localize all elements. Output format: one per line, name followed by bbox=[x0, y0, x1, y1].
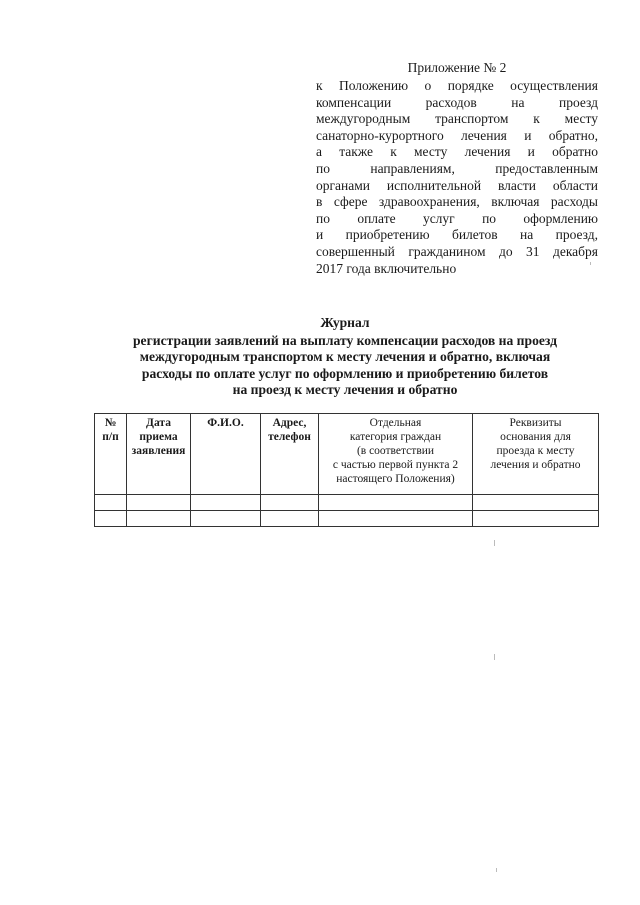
table-cell bbox=[319, 495, 473, 511]
appendix-line: органами исполнительной власти области bbox=[316, 177, 598, 193]
column-header-label: № п/п bbox=[102, 417, 119, 443]
appendix-line: в сфере здравоохранения, включая расходы bbox=[316, 194, 598, 210]
scan-speck bbox=[494, 654, 495, 660]
table-cell bbox=[319, 511, 473, 527]
appendix-line: к Положению о порядке осуществления bbox=[316, 78, 598, 93]
column-header-date bbox=[127, 414, 191, 495]
journal-subtitle-line: расходы по оплате услуг по оформлению и приобретению билетов bbox=[141, 365, 549, 381]
column-header-address bbox=[261, 414, 319, 495]
appendix-line: междугородным транспортом к месту bbox=[316, 111, 598, 127]
table-row bbox=[95, 511, 599, 527]
appendix-text bbox=[316, 78, 598, 277]
appendix-line: совершенный гражданином до 31 декабря bbox=[316, 243, 598, 259]
table-cell bbox=[473, 495, 599, 511]
scan-speck bbox=[496, 868, 497, 872]
table-cell bbox=[261, 511, 319, 527]
journal-heading bbox=[100, 315, 590, 399]
column-header-label: Отдельная категория граждан (в соответствии с частью первой пункта 2 настоящего Положения) bbox=[332, 417, 459, 485]
table-cell bbox=[95, 495, 127, 511]
column-header-name bbox=[191, 414, 261, 495]
table-cell bbox=[261, 495, 319, 511]
table-cell bbox=[127, 511, 191, 527]
column-header-label: Реквизиты основания для проезда к месту лечения и обратно bbox=[490, 417, 581, 471]
scan-speck bbox=[590, 262, 591, 265]
column-header-number bbox=[95, 414, 127, 495]
table-cell bbox=[95, 511, 127, 527]
registration-table bbox=[94, 413, 599, 527]
table-cell bbox=[191, 495, 261, 511]
table-row bbox=[95, 495, 599, 511]
table-cell bbox=[191, 511, 261, 527]
table-cell bbox=[127, 495, 191, 511]
appendix-line: 2017 года включительно bbox=[316, 260, 457, 276]
table-cell bbox=[473, 511, 599, 527]
table-header-row bbox=[95, 414, 599, 495]
journal-subtitle-line: междугородным транспортом к месту лечения и обратно, включая bbox=[139, 349, 551, 365]
scan-speck bbox=[494, 540, 495, 546]
appendix-line: а также к месту лечения и обратно bbox=[316, 144, 598, 160]
appendix-line: по направлениям, предоставленным bbox=[316, 160, 598, 176]
journal-subtitle-line: регистрации заявлений на выплату компенсации расходов на проезд bbox=[133, 332, 557, 348]
journal-title: Журнал bbox=[320, 315, 370, 330]
appendix-line: и приобретению билетов на проезд, bbox=[316, 227, 598, 243]
appendix-line: санаторно-курортного лечения и обратно, bbox=[316, 127, 598, 143]
column-header-requisites bbox=[473, 414, 599, 495]
column-header-label: Ф.И.О. bbox=[207, 417, 244, 429]
column-header-category bbox=[319, 414, 473, 495]
appendix-line: компенсации расходов на проезд bbox=[316, 94, 598, 110]
column-header-label: Дата приема заявления bbox=[131, 417, 186, 457]
appendix-title: Приложение № 2 bbox=[407, 60, 507, 75]
appendix-line: по оплате услуг по оформлению bbox=[316, 210, 598, 226]
journal-subtitle-line: на проезд к месту лечения и обратно bbox=[232, 382, 458, 398]
column-header-label: Адрес, телефон bbox=[268, 417, 311, 443]
